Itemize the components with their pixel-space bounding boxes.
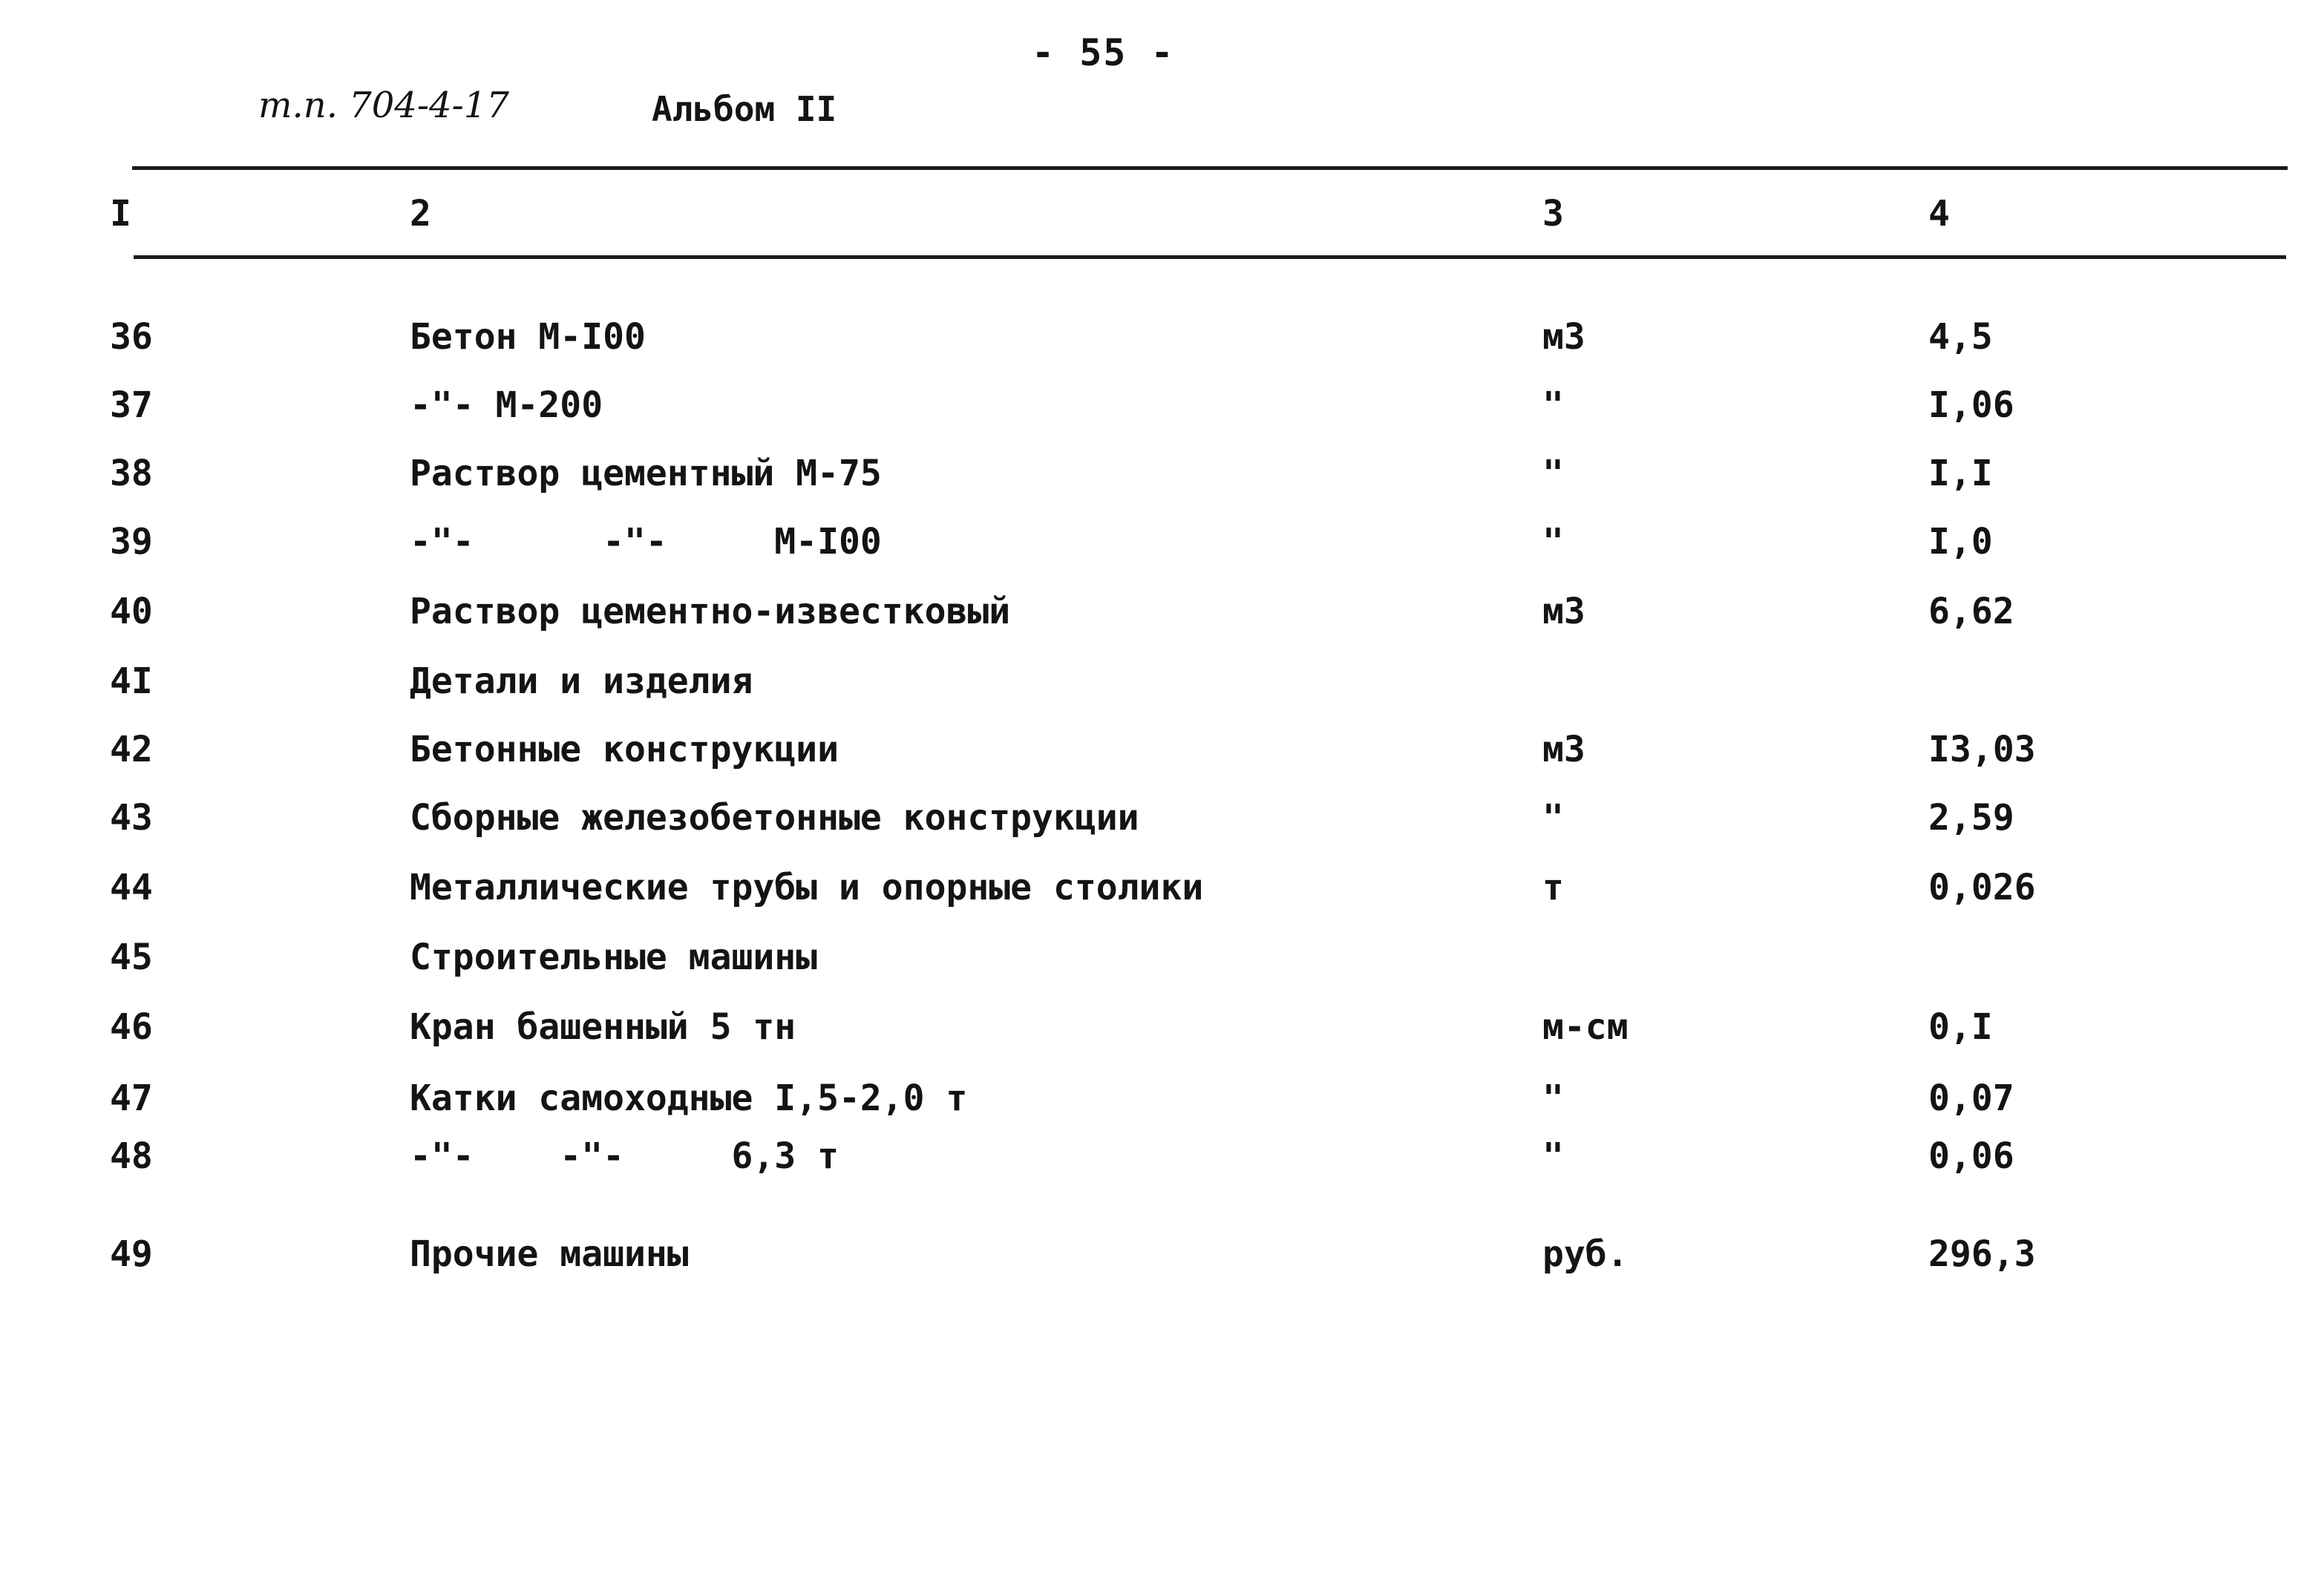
row-name: -"- -"- 6,3 т [410, 1135, 839, 1177]
table-row [0, 729, 2324, 781]
row-unit: м-см [1542, 1006, 1629, 1048]
row-name: -"- М-200 [410, 384, 603, 426]
row-name: Прочие машины [410, 1233, 689, 1275]
table-header [0, 193, 2324, 245]
row-unit: " [1542, 797, 1564, 839]
row-number: 39 [110, 521, 153, 563]
table-row [0, 1135, 2324, 1187]
table-row [0, 1078, 2324, 1130]
row-value: I,06 [1928, 384, 2014, 426]
row-name: Металлические трубы и опорные столики [410, 867, 1204, 908]
column-header-name: 2 [410, 193, 431, 235]
row-number: 4I [110, 660, 153, 702]
row-number: 36 [110, 316, 153, 358]
row-value: 296,3 [1928, 1233, 2036, 1275]
table-row [0, 1233, 2324, 1285]
table-row [0, 937, 2324, 989]
row-name: Кран башенный 5 тн [410, 1006, 796, 1048]
row-name: -"- -"- М-I00 [410, 521, 882, 563]
page-number: - 55 - [1032, 31, 1175, 74]
row-unit: " [1542, 1078, 1564, 1119]
row-value: 2,59 [1928, 797, 2014, 839]
row-unit: " [1542, 453, 1564, 494]
table-row [0, 867, 2324, 919]
row-value: 0,06 [1928, 1135, 2014, 1177]
row-unit: руб. [1542, 1233, 1629, 1275]
row-value: 0,I [1928, 1006, 1993, 1048]
table-row [0, 591, 2324, 643]
column-header-value: 4 [1928, 193, 1950, 235]
row-number: 42 [110, 729, 153, 770]
row-unit: м3 [1542, 591, 1585, 632]
table-row [0, 316, 2324, 368]
row-value: I,0 [1928, 521, 1993, 563]
row-number: 38 [110, 453, 153, 494]
header-rule [134, 255, 2286, 259]
row-value: 0,07 [1928, 1078, 2014, 1119]
row-unit: м3 [1542, 316, 1585, 358]
table-row [0, 453, 2324, 505]
row-number: 43 [110, 797, 153, 839]
row-name: Раствор цементно-известковый [410, 591, 1011, 632]
row-unit: м3 [1542, 729, 1585, 770]
row-number: 40 [110, 591, 153, 632]
row-number: 37 [110, 384, 153, 426]
row-name: Бетон М-I00 [410, 316, 646, 358]
row-value: 6,62 [1928, 591, 2014, 632]
row-value: I3,03 [1928, 729, 2036, 770]
row-unit: " [1542, 1135, 1564, 1177]
table-row [0, 521, 2324, 573]
row-number: 48 [110, 1135, 153, 1177]
row-name: Строительные машины [410, 937, 818, 978]
table-row [0, 797, 2324, 849]
row-number: 44 [110, 867, 153, 908]
row-value: I,I [1928, 453, 1993, 494]
row-value: 0,026 [1928, 867, 2036, 908]
table-row [0, 660, 2324, 712]
column-header-unit: 3 [1542, 193, 1564, 235]
top-rule [132, 166, 2288, 170]
row-number: 49 [110, 1233, 153, 1275]
row-name: Бетонные конструкции [410, 729, 839, 770]
row-name: Раствор цементный М-75 [410, 453, 882, 494]
row-value: 4,5 [1928, 316, 1993, 358]
table-row [0, 384, 2324, 436]
column-header-number: I [110, 193, 131, 235]
row-unit: " [1542, 384, 1564, 426]
row-unit: " [1542, 521, 1564, 563]
row-number: 47 [110, 1078, 153, 1119]
row-number: 45 [110, 937, 153, 978]
row-unit: т [1542, 867, 1564, 908]
row-name: Сборные железобетонные конструкции [410, 797, 1139, 839]
document-code: т.п. 704-4-17 [258, 85, 509, 126]
row-name: Катки самоходные I,5-2,0 т [410, 1078, 968, 1119]
row-name: Детали и изделия [410, 660, 753, 702]
row-number: 46 [110, 1006, 153, 1048]
table-row [0, 1006, 2324, 1058]
album-label: Альбом II [652, 89, 837, 129]
